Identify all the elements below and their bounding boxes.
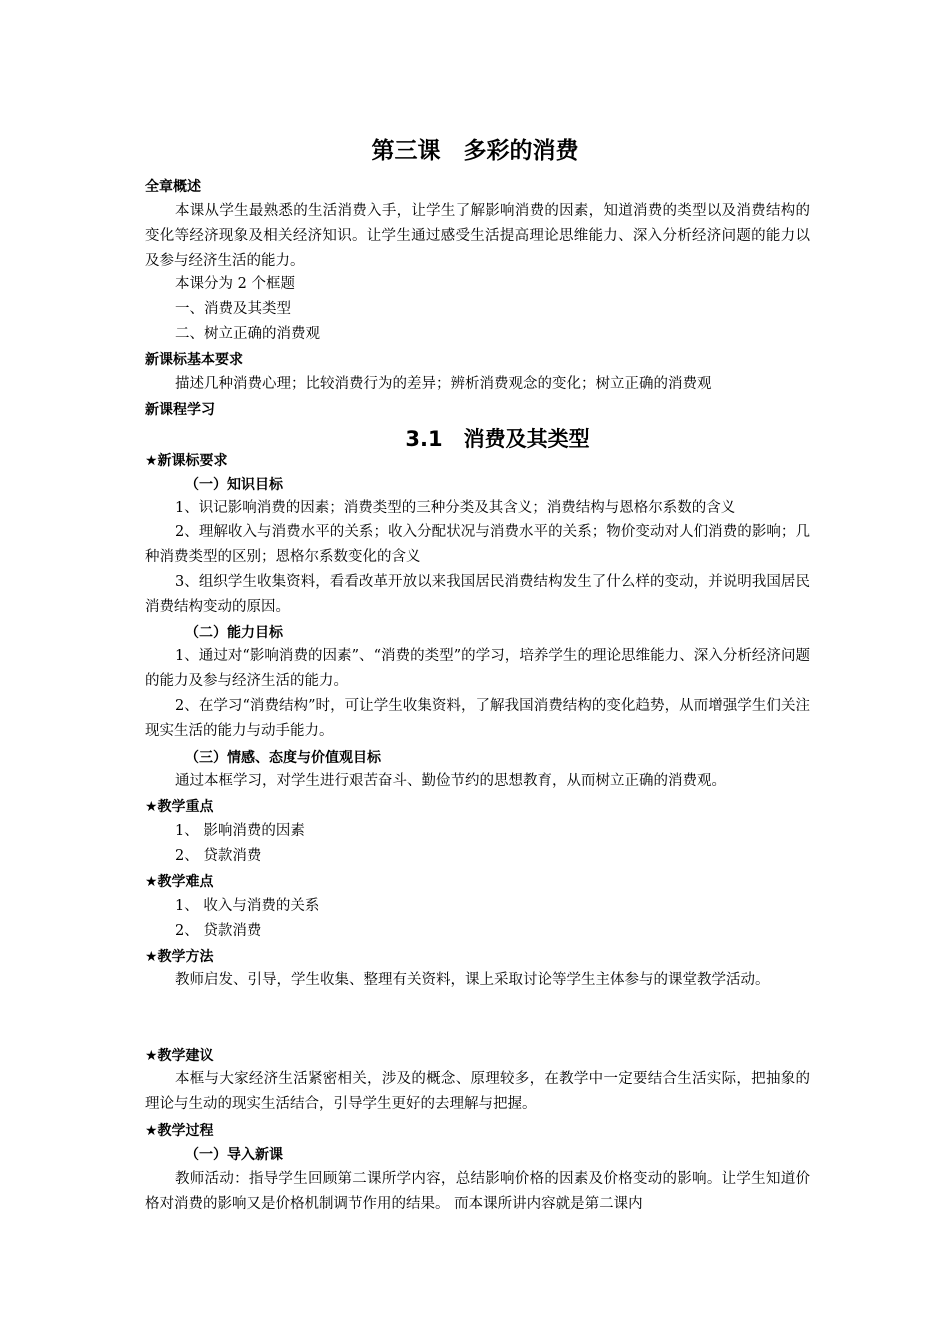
- knowledge-heading: （一）知识目标: [185, 477, 283, 493]
- knowledge-item-2: 2、理解收入与消费水平的关系；收入分配状况与消费水平的关系；物价变动对人们消费的影响；几种消费类型的区别；恩格尔系数变化的含义: [145, 524, 810, 565]
- difficulties-heading: ★教学难点: [145, 874, 214, 890]
- page-title: 第三课 多彩的消费: [371, 138, 579, 164]
- knowledge-item-3: 3、组织学生收集资料，看看改革开放以来我国居民消费结构发生了什么样的变动，并说明我国居民消费结构变动的原因。: [145, 574, 810, 615]
- difficulty-1: 1、 收入与消费的关系: [175, 898, 320, 914]
- method-text: 教师启发、引导，学生收集、整理有关资料，课上采取讨论等学生主体参与的课堂教学活动。: [175, 972, 770, 988]
- process-heading: ★教学过程: [145, 1123, 214, 1139]
- intro-heading: （一）导入新课: [185, 1147, 283, 1163]
- knowledge-item-1: 1、识记影响消费的因素；消费类型的三种分类及其含义；消费结构与恩格尔系数的含义: [175, 500, 736, 516]
- study-heading: 新课程学习: [145, 402, 215, 418]
- key-points-heading: ★教学重点: [145, 799, 214, 815]
- advice-text: 本框与大家经济生活紧密相关，涉及的概念、原理较多，在教学中一定要结合生活实际，把抽象的理论与生动的现实生活结合，引导学生更好的去理解与把握。: [145, 1071, 810, 1112]
- key-point-1: 1、 影响消费的因素: [175, 823, 305, 839]
- frame-item-1: 一、消费及其类型: [175, 301, 291, 317]
- section-title: 3.1 消费及其类型: [405, 427, 590, 451]
- key-point-2: 2、 贷款消费: [175, 848, 262, 864]
- requirements-heading: ★新课标要求: [145, 453, 228, 469]
- frame-item-2: 二、树立正确的消费观: [175, 326, 320, 342]
- frames-intro: 本课分为 2 个框题: [175, 276, 295, 292]
- advice-heading: ★教学建议: [145, 1048, 214, 1064]
- standard-heading: 新课标基本要求: [145, 352, 243, 368]
- intro-text: 教师活动：指导学生回顾第二课所学内容，总结影响价格的因素及价格变动的影响。让学生知道价格对消费的影响又是价格机制调节作用的结果。 而本课所讲内容就是第二课内: [145, 1171, 810, 1212]
- ability-heading: （二）能力目标: [185, 625, 283, 641]
- emotion-text: 通过本框学习，对学生进行艰苦奋斗、勤俭节约的思想教育，从而树立正确的消费观。: [175, 773, 726, 789]
- ability-item-2: 2、在学习“消费结构”时，可让学生收集资料，了解我国消费结构的变化趋势，从而增强学生们关注现实生活的能力与动手能力。: [145, 698, 810, 739]
- difficulty-2: 2、 贷款消费: [175, 923, 262, 939]
- emotion-heading: （三）情感、态度与价值观目标: [185, 750, 381, 766]
- overview-paragraph: 本课从学生最熟悉的生活消费入手，让学生了解影响消费的因素，知道消费的类型以及消费结构的变化等经济现象及相关经济知识。让学生通过感受生活提高理论思维能力、深入分析经济问题的能力以及参与经济生活的能力。: [145, 203, 810, 269]
- standard-text: 描述几种消费心理；比较消费行为的差异；辨析消费观念的变化；树立正确的消费观: [175, 376, 712, 392]
- overview-heading: 全章概述: [145, 179, 201, 195]
- method-heading: ★教学方法: [145, 949, 214, 965]
- ability-item-1: 1、通过对“影响消费的因素”、“消费的类型”的学习，培养学生的理论思维能力、深入分析经济问题的能力及参与经济生活的能力。: [145, 648, 810, 689]
